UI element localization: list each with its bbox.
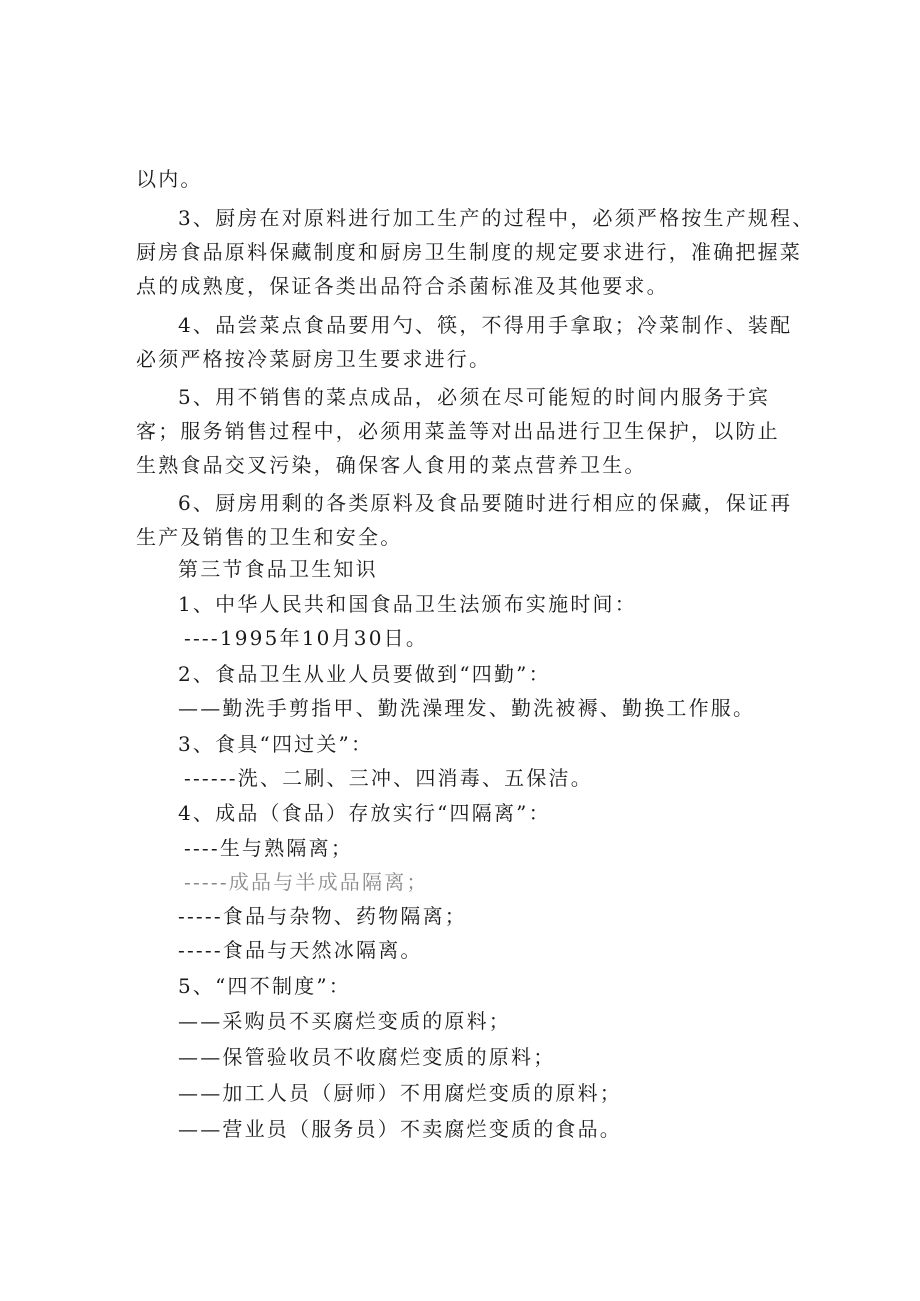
knowledge-4-item: -----食品与天然冰隔离。: [178, 938, 423, 962]
rule-4-line-1: 4、品尝菜点食品要用勺、筷，不得用手拿取；冷菜制作、装配: [178, 313, 793, 337]
knowledge-5-item: ——营业员（服务员）不卖腐烂变质的食品。: [178, 1117, 622, 1141]
rule-3-line-2: 厨房食品原料保藏制度和厨房卫生制度的规定要求进行，准确把握菜: [136, 240, 802, 264]
knowledge-5-item: ——保管验收员不收腐烂变质的原料；: [178, 1045, 556, 1069]
knowledge-4-item: ----生与熟隔离；: [184, 836, 354, 860]
knowledge-5-title: 5、“四不制度”：: [178, 974, 351, 998]
knowledge-4-title: 4、成品（食品）存放实行“四隔离”：: [178, 801, 551, 825]
knowledge-3-answer: ------洗、二刷、三冲、四消毒、五保洁。: [184, 766, 593, 790]
knowledge-1-title: 1、中华人民共和国食品卫生法颁布实施时间：: [178, 592, 637, 616]
rule-6-line-2: 生产及销售的卫生和安全。: [136, 525, 403, 549]
paragraph-continuation: 以内。: [136, 167, 203, 191]
rule-3-line-1: 3、厨房在对原料进行加工生产的过程中，必须严格按生产规程、: [178, 206, 815, 230]
knowledge-3-title: 3、食具“四过关”：: [178, 732, 374, 756]
knowledge-4-item: -----食品与杂物、药物隔离；: [178, 904, 467, 928]
rule-5-line-1: 5、用不销售的菜点成品，必须在尽可能短的时间内服务于宾: [178, 385, 771, 409]
section-title: 第三节食品卫生知识: [178, 557, 378, 581]
knowledge-5-item: ——加工人员（厨师）不用腐烂变质的原料；: [178, 1081, 622, 1105]
knowledge-5-item: ——采购员不买腐烂变质的原料；: [178, 1009, 511, 1033]
rule-4-line-2: 必须严格按冷菜厨房卫生要求进行。: [136, 347, 492, 371]
rule-5-line-3: 生熟食品交叉污染，确保客人食用的菜点营养卫生。: [136, 453, 647, 477]
knowledge-2-answer: ——勤洗手剪指甲、勤洗澡理发、勤洗被褥、勤换工作服。: [178, 696, 756, 720]
knowledge-2-title: 2、食品卫生从业人员要做到“四勤”：: [178, 662, 551, 686]
rule-6-line-1: 6、厨房用剩的各类原料及食品要随时进行相应的保藏，保证再: [178, 491, 793, 515]
knowledge-4-item: -----成品与半成品隔离；: [184, 870, 429, 894]
rule-5-line-2: 客；服务销售过程中，必须用菜盖等对出品进行卫生保护，以防止: [136, 419, 780, 443]
rule-3-line-3: 点的成熟度，保证各类出品符合杀菌标准及其他要求。: [136, 274, 669, 298]
knowledge-1-answer: ----1995年10月30日。: [184, 626, 429, 650]
